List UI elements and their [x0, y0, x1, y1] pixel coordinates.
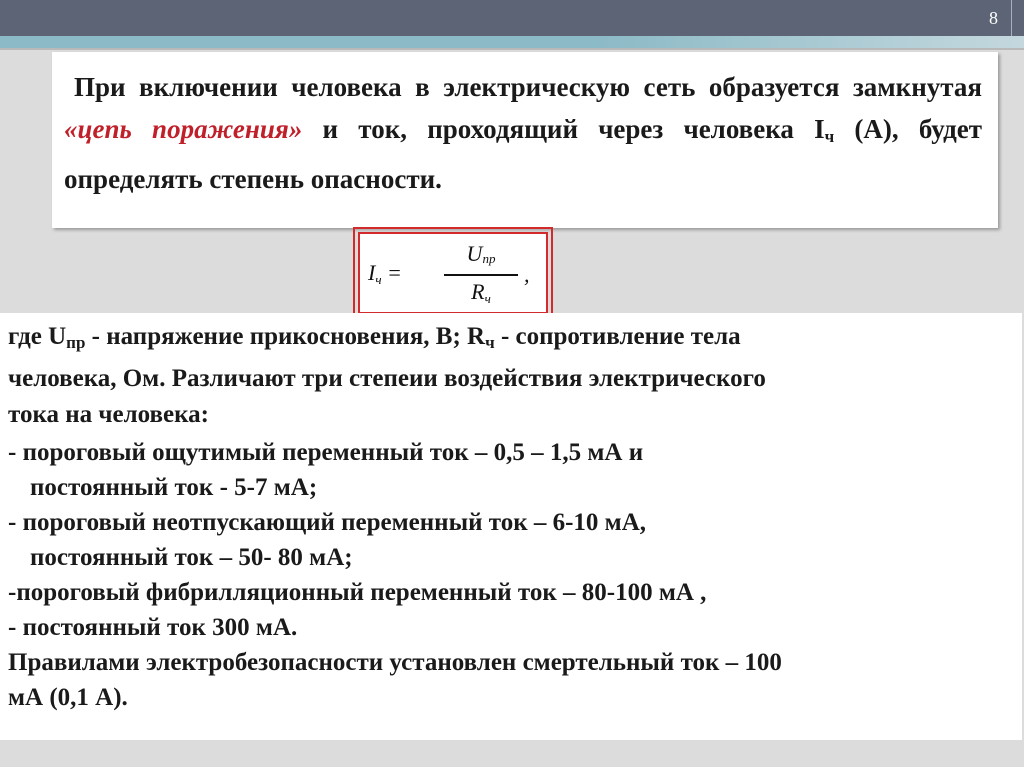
accent-underline — [0, 48, 1024, 50]
where-r-label: - напряжение прикосновения, В; R — [85, 323, 486, 350]
where-u-sub: пр — [66, 333, 86, 352]
intro-current-subscript: ч — [824, 127, 835, 146]
formula-den-sub: ч — [484, 291, 491, 306]
formula-fraction — [444, 240, 518, 314]
slide-number: 8 — [989, 8, 998, 28]
formula-denominator — [444, 277, 518, 314]
list-item: - постоянный ток 300 мА. — [8, 614, 298, 641]
where-line-1 — [8, 319, 1012, 361]
intro-text-part2: и ток, проходящий через человека I — [322, 114, 825, 144]
list-item: - пороговый неотпускающий переменный ток – 6-10 мА, — [8, 509, 647, 536]
formula-numerator — [444, 240, 518, 273]
formula-box — [358, 232, 548, 314]
intro-box — [52, 52, 998, 228]
intro-highlight: «цепь поражения» — [64, 114, 303, 144]
title-bar — [0, 0, 1024, 36]
where-line-2: человека, Ом. Различают три степеии воздействия электрического — [8, 365, 766, 392]
list-item: -пороговый фибрилляционный переменный ток – 80-100 мА , — [8, 579, 707, 606]
list-item: постоянный ток - 5-7 мА; — [30, 474, 318, 501]
details-text — [8, 319, 1012, 715]
formula-den-var: R — [471, 279, 485, 304]
formula-num-var: U — [466, 241, 483, 266]
formula-lhs — [368, 260, 402, 288]
formula-lhs-sub: ч — [375, 272, 382, 287]
formula-equals: = — [387, 260, 402, 285]
list-item: мА (0,1 А). — [8, 684, 128, 711]
intro-paragraph — [64, 66, 982, 200]
where-r-sub: ч — [485, 333, 495, 352]
intro-text-part1: При включении человека в электрическую сеть образуется замкнутая — [74, 72, 982, 102]
accent-bar-fade — [600, 36, 1024, 48]
formula-comma: , — [524, 262, 530, 287]
list-item: - пороговый ощутимый переменный ток – 0,5 – 1,5 мА и — [8, 439, 644, 466]
formula-fraction-bar — [444, 274, 518, 276]
list-item: Правилами электробезопасности установлен смертельный ток – 100 — [8, 649, 782, 676]
intro-text-part3: (А), будет определять степень опасности. — [64, 114, 982, 194]
formula-lhs-var: I — [368, 260, 376, 285]
where-line-1-end: - сопротивление тела — [494, 323, 741, 350]
where-line-3: тока на человека: — [8, 401, 209, 428]
where-u-label: где U — [8, 323, 67, 350]
formula-num-sub: пр — [482, 251, 496, 266]
details-box — [0, 313, 1022, 740]
list-item: постоянный ток – 50- 80 мА; — [30, 544, 353, 571]
